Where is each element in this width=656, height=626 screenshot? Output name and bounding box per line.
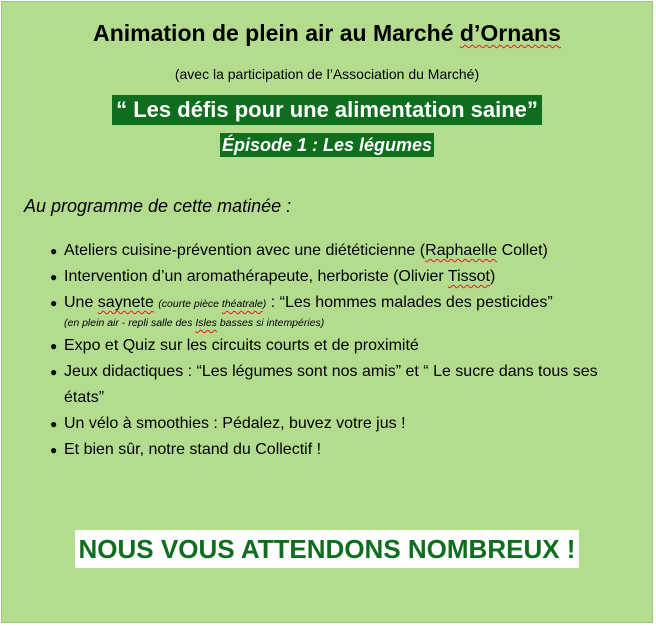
- list-item: ● Et bien sûr, notre stand du Collectif !: [50, 437, 640, 463]
- flagged-word: saynete: [97, 294, 154, 311]
- flyer-subtitle: (avec la participation de l’Association du Marché): [174, 66, 480, 82]
- episode-container: [2, 133, 652, 157]
- flagged-word: Tissot: [447, 268, 490, 285]
- title-text: Animation de plein air au Marché: [93, 20, 460, 46]
- closing-message: NOUS VOUS ATTENDONS NOMBREUX !: [75, 530, 580, 568]
- bullet-icon: ●: [50, 365, 58, 379]
- flagged-word: Isles: [195, 317, 217, 329]
- bullet-icon: ●: [50, 339, 58, 353]
- bullet-icon: ●: [50, 443, 58, 457]
- bullet-icon: ●: [50, 244, 58, 258]
- flagged-word: Raphaelle: [425, 242, 498, 259]
- list-item: ● Expo et Quiz sur les circuits courts et de proximité: [50, 333, 640, 359]
- programme-heading: Au programme de cette matinée :: [24, 196, 292, 216]
- item-note: (en plein air - repli salle des Isles basses si intempéries): [64, 317, 325, 329]
- list-item: ● Une saynete (courte pièce théatrale) : “Les hommes malades des pesticides” (en plein air - repli salle des Isles basses si intempéries): [50, 290, 640, 331]
- banner-container: [2, 95, 652, 125]
- closing-container: [2, 530, 652, 568]
- list-item: ● Ateliers cuisine-prévention avec une diététicienne (Raphaelle Collet): [50, 238, 640, 264]
- list-item: ● Intervention d’un aromathérapeute, herboriste (Olivier Tissot): [50, 264, 640, 290]
- flagged-word: théatrale: [221, 298, 263, 310]
- list-item: ● Un vélo à smoothies : Pédalez, buvez votre jus !: [50, 411, 640, 437]
- theme-banner: “ Les défis pour une alimentation saine”: [112, 95, 542, 125]
- flyer-title: [2, 20, 652, 47]
- list-item: ● Jeux didactiques : “Les légumes sont nos amis” et “ Le sucre dans tous ses états”: [50, 359, 640, 411]
- bullet-icon: ●: [50, 270, 58, 284]
- episode-label: Épisode 1 : Les légumes: [221, 135, 433, 155]
- item-aside: (courte pièce théatrale): [158, 298, 267, 310]
- title-flagged-word: d’Ornans: [459, 20, 561, 46]
- flyer-page: [1, 1, 653, 623]
- bullet-icon: ●: [50, 296, 58, 310]
- programme-list: [50, 238, 640, 463]
- bullet-icon: ●: [50, 417, 58, 431]
